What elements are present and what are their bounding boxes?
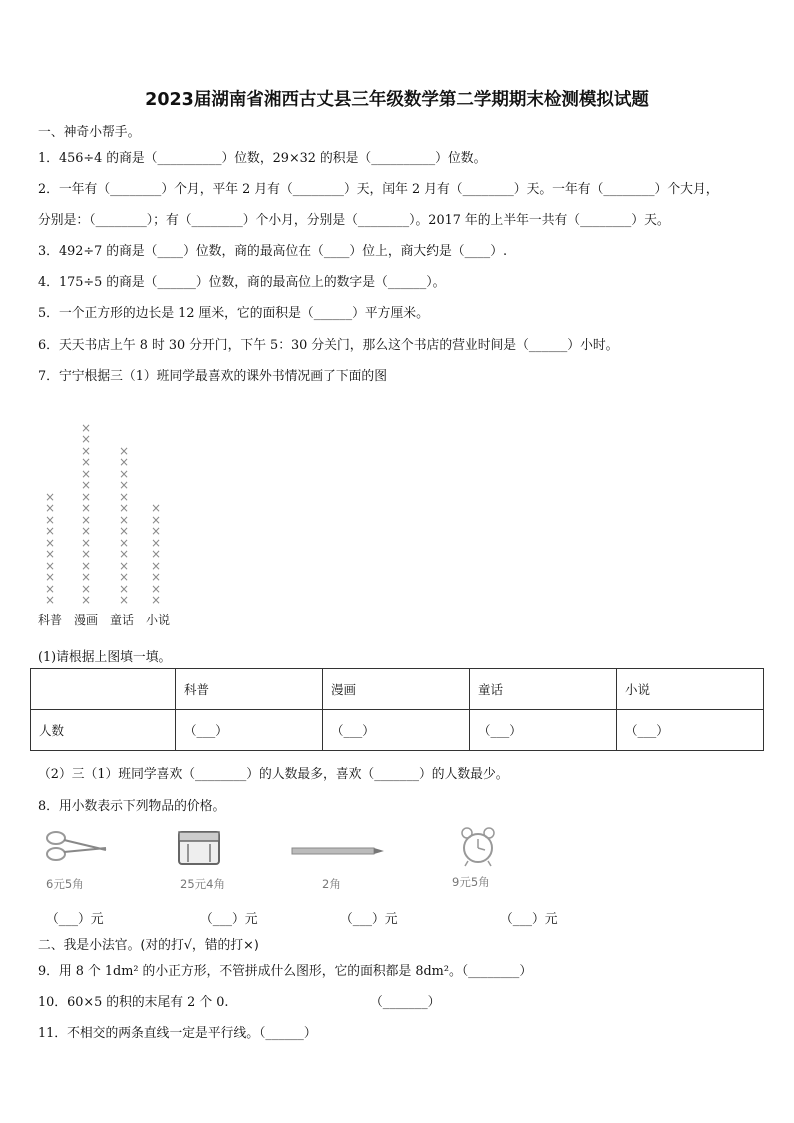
table-cell: （___） <box>323 710 470 751</box>
pictograph-mark: × <box>118 478 130 492</box>
pictograph-mark: × <box>118 455 130 469</box>
pictograph-mark: × <box>150 524 162 538</box>
question-6: 6．天天书店上午 8 时 30 分开门，下午 5：30 分关门，那么这个书店的营业时间是（______）小时。 <box>38 338 619 353</box>
pictograph-mark: × <box>44 501 56 515</box>
pictograph-column <box>44 395 58 605</box>
question-8: 8．用小数表示下列物品的价格。 <box>38 799 226 814</box>
question-10: 10．60×5 的积的末尾有 2 个 0. <box>38 995 229 1010</box>
pictograph-mark: × <box>150 535 162 550</box>
pictograph-mark: × <box>80 512 92 527</box>
pictograph-mark: × <box>118 512 130 527</box>
pictograph-mark: × <box>44 535 56 550</box>
pictograph-mark: × <box>80 581 92 596</box>
item-answer-blank: （___）元 <box>200 912 258 927</box>
table-cell: （___） <box>617 710 764 751</box>
book-preference-pictograph <box>30 395 190 635</box>
question-4: 4．175÷5 的商是（______）位数，商的最高位上的数字是（______）。 <box>38 275 446 290</box>
question-7-part-1: (1)请根据上图填一填。 <box>38 650 172 665</box>
question-2-line-1: 2．一年有（________）个月，平年 2 月有（________）天，闰年 2 月有（________）天。一年有（________）个大月， <box>38 182 719 197</box>
table-cell: 小说 <box>617 669 764 710</box>
item-price-caption: 2角 <box>322 877 341 891</box>
question-10-answer-blank: （_______） <box>370 995 441 1010</box>
item-price-caption: 9元5角 <box>452 875 490 889</box>
pictograph-mark: × <box>150 593 162 607</box>
pictograph-mark: × <box>150 512 162 527</box>
pictograph-mark: × <box>44 547 56 561</box>
item-alarm-clock <box>452 826 500 889</box>
table-row <box>31 710 764 751</box>
pencil-icon <box>290 826 386 866</box>
pictograph-mark: × <box>118 547 130 561</box>
question-11: 11．不相交的两条直线一定是平行线。（______） <box>38 1026 317 1041</box>
pictograph-mark: × <box>150 581 162 596</box>
item-price-caption: 6元5角 <box>46 877 84 891</box>
pictograph-mark: × <box>150 547 162 561</box>
pictograph-column <box>118 395 132 605</box>
pictograph-mark: × <box>44 489 56 504</box>
pictograph-mark: × <box>80 443 92 458</box>
pictograph-category-label: 漫画 <box>74 613 99 627</box>
question-1: 1．456÷4 的商是（__________）位数，29×32 的积是（__________）位数。 <box>38 151 487 166</box>
pictograph-mark: × <box>118 489 130 504</box>
pictograph-mark: × <box>80 501 92 515</box>
pictograph-mark: × <box>80 455 92 469</box>
item-answer-blank: （___）元 <box>500 912 558 927</box>
pictograph-column <box>80 395 94 605</box>
pictograph-mark: × <box>80 570 92 584</box>
pictograph-mark: × <box>80 466 92 481</box>
pictograph-mark: × <box>80 593 92 607</box>
question-9: 9．用 8 个 1dm² 的小正方形，不管拼成什么图形，它的面积都是 8dm²。（________） <box>38 964 533 979</box>
pictograph-mark: × <box>118 593 130 607</box>
pictograph-mark: × <box>80 432 92 446</box>
book-count-table <box>30 668 764 751</box>
pictograph-mark: × <box>118 466 130 481</box>
pictograph-mark: × <box>80 558 92 573</box>
section-2-heading: 二、我是小法官。(对的打√，错的打×) <box>38 938 259 953</box>
pictograph-mark: × <box>44 558 56 573</box>
item-pencil <box>290 826 386 891</box>
item-pencil-box <box>176 826 225 891</box>
pictograph-category-label: 小说 <box>146 613 171 627</box>
table-cell: （___） <box>470 710 617 751</box>
table-cell: （___） <box>176 710 323 751</box>
section-1-heading: 一、神奇小帮手。 <box>38 125 141 140</box>
pictograph-mark: × <box>44 512 56 527</box>
pictograph-mark: × <box>118 535 130 550</box>
scissors-icon <box>44 826 108 866</box>
pictograph-mark: × <box>44 593 56 607</box>
pictograph-mark: × <box>118 501 130 515</box>
pictograph-mark: × <box>44 581 56 596</box>
pictograph-mark: × <box>118 524 130 538</box>
pictograph-mark: × <box>118 558 130 573</box>
pictograph-mark: × <box>80 524 92 538</box>
pictograph-mark: × <box>80 547 92 561</box>
table-cell: 科普 <box>176 669 323 710</box>
item-scissors <box>44 826 108 891</box>
pictograph-category-label: 科普 <box>38 613 63 627</box>
pictograph-mark: × <box>150 558 162 573</box>
table-cell: 漫画 <box>323 669 470 710</box>
item-answer-blank: （___）元 <box>46 912 104 927</box>
table-cell: 人数 <box>31 710 176 751</box>
pictograph-mark: × <box>44 524 56 538</box>
pictograph-mark: × <box>150 501 162 515</box>
question-5: 5．一个正方形的边长是 12 厘米，它的面积是（______）平方厘米。 <box>38 306 429 321</box>
pictograph-mark: × <box>80 420 92 435</box>
item-answer-blank: （___）元 <box>340 912 398 927</box>
pictograph-mark: × <box>44 570 56 584</box>
pictograph-mark: × <box>80 535 92 550</box>
table-cell: 童话 <box>470 669 617 710</box>
question-7-part-2: （2）三（1）班同学喜欢（________）的人数最多，喜欢（_______）的人数最少。 <box>38 767 509 782</box>
pictograph-mark: × <box>118 443 130 458</box>
page-title: 2023届湖南省湘西古丈县三年级数学第二学期期末检测模拟试题 <box>145 90 649 110</box>
pictograph-mark: × <box>150 570 162 584</box>
pictograph-column <box>150 395 164 605</box>
pencil-box-icon <box>176 826 222 868</box>
pictograph-category-label: 童话 <box>110 613 135 627</box>
alarm-clock-icon <box>456 826 500 868</box>
table-cell <box>31 669 176 710</box>
pictograph-mark: × <box>118 581 130 596</box>
pictograph-mark: × <box>118 570 130 584</box>
question-7: 7．宁宁根据三（1）班同学最喜欢的课外书情况画了下面的图 <box>38 369 388 384</box>
pictograph-mark: × <box>80 489 92 504</box>
item-price-caption: 25元4角 <box>180 877 225 891</box>
pictograph-mark: × <box>80 478 92 492</box>
table-header-row <box>31 669 764 710</box>
question-2-line-2: 分别是：（________）；有（________）个小月，分别是（________）。2017 年的上半年一共有（________）天。 <box>38 213 670 228</box>
question-3: 3．492÷7 的商是（____）位数，商的最高位在（____）位上，商大约是（____）. <box>38 244 508 259</box>
